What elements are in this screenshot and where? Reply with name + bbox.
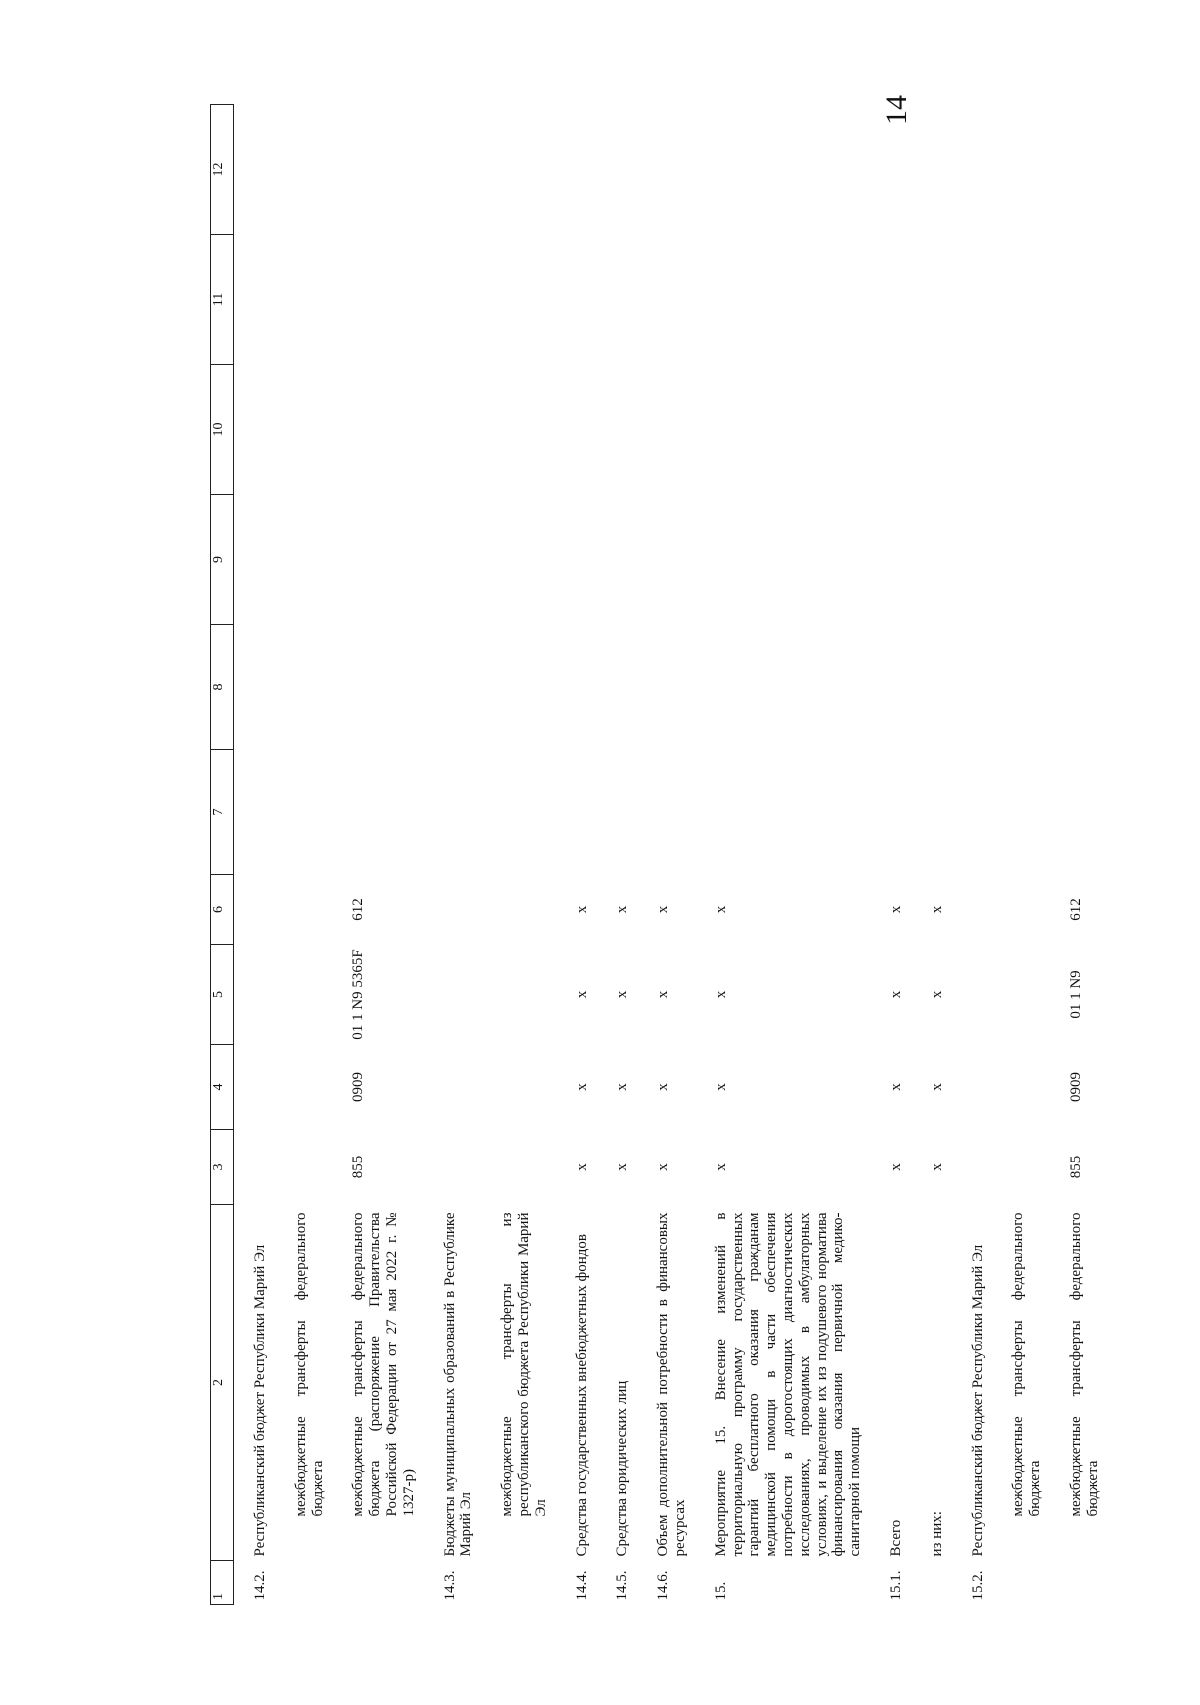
cell-col5: х (573, 990, 590, 999)
cell-col7 (275, 750, 333, 875)
row-description: Объем дополнительной потребности в финансовых ресурсах (655, 1212, 688, 1557)
row-number: 15.2. (969, 1570, 986, 1601)
cell-col11 (695, 235, 870, 365)
cell-col7 (481, 750, 555, 875)
cell-col9 (556, 495, 597, 625)
cell-col3 (234, 1130, 275, 1205)
col-header: 7 (211, 750, 234, 875)
cell-col5 (234, 945, 275, 1045)
cell-col9 (992, 495, 1050, 625)
cell-col12 (424, 105, 482, 235)
cell-col3 (275, 1130, 333, 1205)
cell-col12 (234, 105, 275, 235)
cell-col3 (952, 1130, 993, 1205)
table-row (952, 105, 993, 1605)
cell-col9 (596, 495, 637, 625)
cell-col11 (275, 235, 333, 365)
cell-col11 (1050, 235, 1108, 365)
table-row (556, 105, 597, 1605)
row-description: из них: (928, 1511, 945, 1557)
cell-col7 (870, 750, 911, 875)
cell-col11 (870, 235, 911, 365)
cell-col10 (911, 365, 952, 495)
col-header: 11 (211, 235, 234, 365)
cell-col9 (481, 495, 555, 625)
row-description: Мероприятие 15. Внесение изменений в территориальную программу государственных гарантий бесплатного оказания гражданам медицинской помощи в части обеспечения потребности в дорогостоящих диагностических исследованиях, проводимых в амбулаторных условиях, и выделение их из подушевого норматива финансирования оказания первичной медико-санитарной помощи (712, 1212, 864, 1557)
cell-col8 (424, 625, 482, 750)
cell-col10 (992, 365, 1050, 495)
cell-col8 (637, 625, 695, 750)
col-header: 6 (211, 875, 234, 945)
cell-col7 (234, 750, 275, 875)
cell-col7 (695, 750, 870, 875)
cell-col8 (556, 625, 597, 750)
cell-col9 (695, 495, 870, 625)
cell-col6: х (887, 905, 904, 914)
row-description: Средства государственных внебюджетных фондов (573, 1234, 590, 1557)
table-row (332, 105, 423, 1605)
cell-col11 (637, 235, 695, 365)
cell-col9 (870, 495, 911, 625)
cell-col12 (332, 105, 423, 235)
col-header: 10 (211, 365, 234, 495)
row-number: 14.4. (573, 1570, 590, 1601)
budget-table (210, 104, 1108, 1605)
cell-col10 (556, 365, 597, 495)
cell-col6: 612 (350, 898, 367, 921)
cell-col4 (424, 1045, 482, 1130)
cell-col12 (992, 105, 1050, 235)
cell-col4: 0909 (1067, 1072, 1084, 1102)
cell-col3 (424, 1130, 482, 1205)
cell-col10 (1050, 365, 1108, 495)
cell-col6: х (573, 905, 590, 914)
row-description: Средства юридических лиц (614, 1380, 631, 1557)
cell-col4 (481, 1045, 555, 1130)
row-number (481, 1561, 555, 1605)
cell-col5: х (887, 990, 904, 999)
cell-col12 (637, 105, 695, 235)
row-number: 15. (712, 1581, 729, 1601)
row-number (275, 1561, 333, 1605)
cell-col12 (596, 105, 637, 235)
cell-col8 (992, 625, 1050, 750)
cell-col11 (332, 235, 423, 365)
cell-col8 (481, 625, 555, 750)
col-header: 1 (211, 1561, 234, 1605)
row-description: межбюджетные трансферты из республиканского бюджета Республики Марий Эл (499, 1212, 549, 1517)
row-description: Бюджеты муниципальных образований в Республике Марий Эл (441, 1212, 475, 1557)
row-description: межбюджетные трансферты федерального бюджета (292, 1212, 326, 1517)
row-description: межбюджетные трансферты федерального бюджета (1010, 1212, 1044, 1517)
row-number (911, 1561, 952, 1605)
cell-col3 (481, 1130, 555, 1205)
cell-col5 (275, 945, 333, 1045)
cell-col4: х (614, 1083, 631, 1091)
cell-col7 (992, 750, 1050, 875)
cell-col10 (481, 365, 555, 495)
cell-col3: х (573, 1163, 590, 1171)
col-header: 8 (211, 625, 234, 750)
cell-col8 (952, 625, 993, 750)
cell-col3: х (928, 1163, 945, 1171)
cell-col5: х (712, 990, 729, 999)
table-row (596, 105, 637, 1605)
cell-col9 (1050, 495, 1108, 625)
cell-col5 (952, 945, 993, 1045)
col-header: 12 (211, 105, 234, 235)
cell-col5: 01 1 N9 5365F (350, 949, 367, 1040)
cell-col11 (234, 235, 275, 365)
cell-col7 (1050, 750, 1108, 875)
cell-col12 (870, 105, 911, 235)
cell-col6 (481, 875, 555, 945)
row-number (992, 1561, 1050, 1605)
cell-col5 (424, 945, 482, 1045)
page-number: 14 (880, 95, 913, 125)
cell-col10 (234, 365, 275, 495)
cell-col6: х (712, 905, 729, 914)
row-description: Всего (887, 1519, 904, 1557)
cell-col12 (952, 105, 993, 235)
cell-col10 (952, 365, 993, 495)
cell-col3: х (887, 1163, 904, 1171)
cell-col9 (275, 495, 333, 625)
cell-col5: х (928, 990, 945, 999)
table-row (234, 105, 275, 1605)
cell-col12 (1050, 105, 1108, 235)
row-number (332, 1561, 423, 1605)
cell-col7 (596, 750, 637, 875)
cell-col12 (556, 105, 597, 235)
cell-col7 (637, 750, 695, 875)
row-number: 15.1. (887, 1570, 904, 1601)
table-row (637, 105, 695, 1605)
cell-col12 (275, 105, 333, 235)
cell-col4: х (887, 1083, 904, 1091)
table-row (992, 105, 1050, 1605)
cell-col4: х (928, 1083, 945, 1091)
cell-col3: 855 (350, 1155, 367, 1179)
cell-col7 (424, 750, 482, 875)
table-row (424, 105, 482, 1605)
cell-col5: 01 1 N9 (1067, 970, 1084, 1019)
cell-col10 (424, 365, 482, 495)
cell-col9 (424, 495, 482, 625)
cell-col11 (596, 235, 637, 365)
cell-col8 (332, 625, 423, 750)
cell-col6 (424, 875, 482, 945)
col-header: 2 (211, 1205, 234, 1561)
cell-col8 (911, 625, 952, 750)
cell-col8 (275, 625, 333, 750)
cell-col4 (952, 1045, 993, 1130)
col-header: 4 (211, 1045, 234, 1130)
cell-col6: х (614, 905, 631, 914)
cell-col4 (275, 1045, 333, 1130)
row-description: межбюджетные трансферты федерального бюджета (распоряжение Правительства Российской Федерации от 27 мая 2022 г. № 1327-р) (350, 1212, 417, 1517)
cell-col6: х (655, 905, 672, 914)
cell-col7 (556, 750, 597, 875)
cell-col8 (695, 625, 870, 750)
table-row (911, 105, 952, 1605)
cell-col8 (234, 625, 275, 750)
cell-col4: х (712, 1083, 729, 1091)
cell-col9 (911, 495, 952, 625)
row-number: 14.5. (614, 1570, 631, 1601)
row-description: Республиканский бюджет Республики Марий Эл (252, 1244, 268, 1557)
cell-col11 (911, 235, 952, 365)
cell-col4: 0909 (350, 1072, 367, 1102)
cell-col7 (952, 750, 993, 875)
cell-col3: 855 (1067, 1155, 1084, 1179)
cell-col7 (332, 750, 423, 875)
col-header: 3 (211, 1130, 234, 1205)
cell-col5 (992, 945, 1050, 1045)
cell-col9 (234, 495, 275, 625)
table-row (695, 105, 870, 1605)
row-description: Республиканский бюджет Республики Марий Эл (969, 1244, 986, 1557)
cell-col12 (911, 105, 952, 235)
cell-col9 (332, 495, 423, 625)
cell-col11 (424, 235, 482, 365)
cell-col11 (992, 235, 1050, 365)
cell-col10 (275, 365, 333, 495)
cell-col3 (992, 1130, 1050, 1205)
cell-col3: х (655, 1163, 672, 1171)
cell-col3: х (712, 1163, 729, 1171)
cell-col9 (952, 495, 993, 625)
cell-col5 (481, 945, 555, 1045)
table-row (870, 105, 911, 1605)
cell-col5: х (655, 990, 672, 999)
table-row (275, 105, 333, 1605)
cell-col4 (234, 1045, 275, 1130)
rotated-table-container (210, 105, 1101, 1605)
cell-col6 (952, 875, 993, 945)
cell-col6: 612 (1067, 898, 1084, 921)
cell-col12 (695, 105, 870, 235)
cell-col6 (275, 875, 333, 945)
table-row (481, 105, 555, 1605)
cell-col5: х (614, 990, 631, 999)
cell-col8 (870, 625, 911, 750)
col-header: 9 (211, 495, 234, 625)
cell-col10 (637, 365, 695, 495)
row-description: межбюджетные трансферты федерального бюджета (1067, 1212, 1101, 1517)
col-header: 5 (211, 945, 234, 1045)
cell-col6 (992, 875, 1050, 945)
cell-col10 (596, 365, 637, 495)
cell-col11 (481, 235, 555, 365)
cell-col4: х (573, 1083, 590, 1091)
cell-col4 (992, 1045, 1050, 1130)
cell-col10 (332, 365, 423, 495)
cell-col8 (1050, 625, 1108, 750)
row-number (1050, 1561, 1108, 1605)
cell-col3: х (614, 1163, 631, 1171)
cell-col11 (952, 235, 993, 365)
cell-col8 (596, 625, 637, 750)
cell-col6 (234, 875, 275, 945)
cell-col10 (870, 365, 911, 495)
table-row (1050, 105, 1108, 1605)
row-number: 14.2. (252, 1570, 268, 1601)
cell-col10 (695, 365, 870, 495)
header-row (211, 105, 234, 1605)
cell-col6: х (928, 905, 945, 914)
row-number: 14.6. (655, 1570, 672, 1601)
row-number: 14.3. (441, 1570, 458, 1601)
cell-col11 (556, 235, 597, 365)
cell-col7 (911, 750, 952, 875)
cell-col9 (637, 495, 695, 625)
cell-col12 (481, 105, 555, 235)
cell-col4: х (655, 1083, 672, 1091)
